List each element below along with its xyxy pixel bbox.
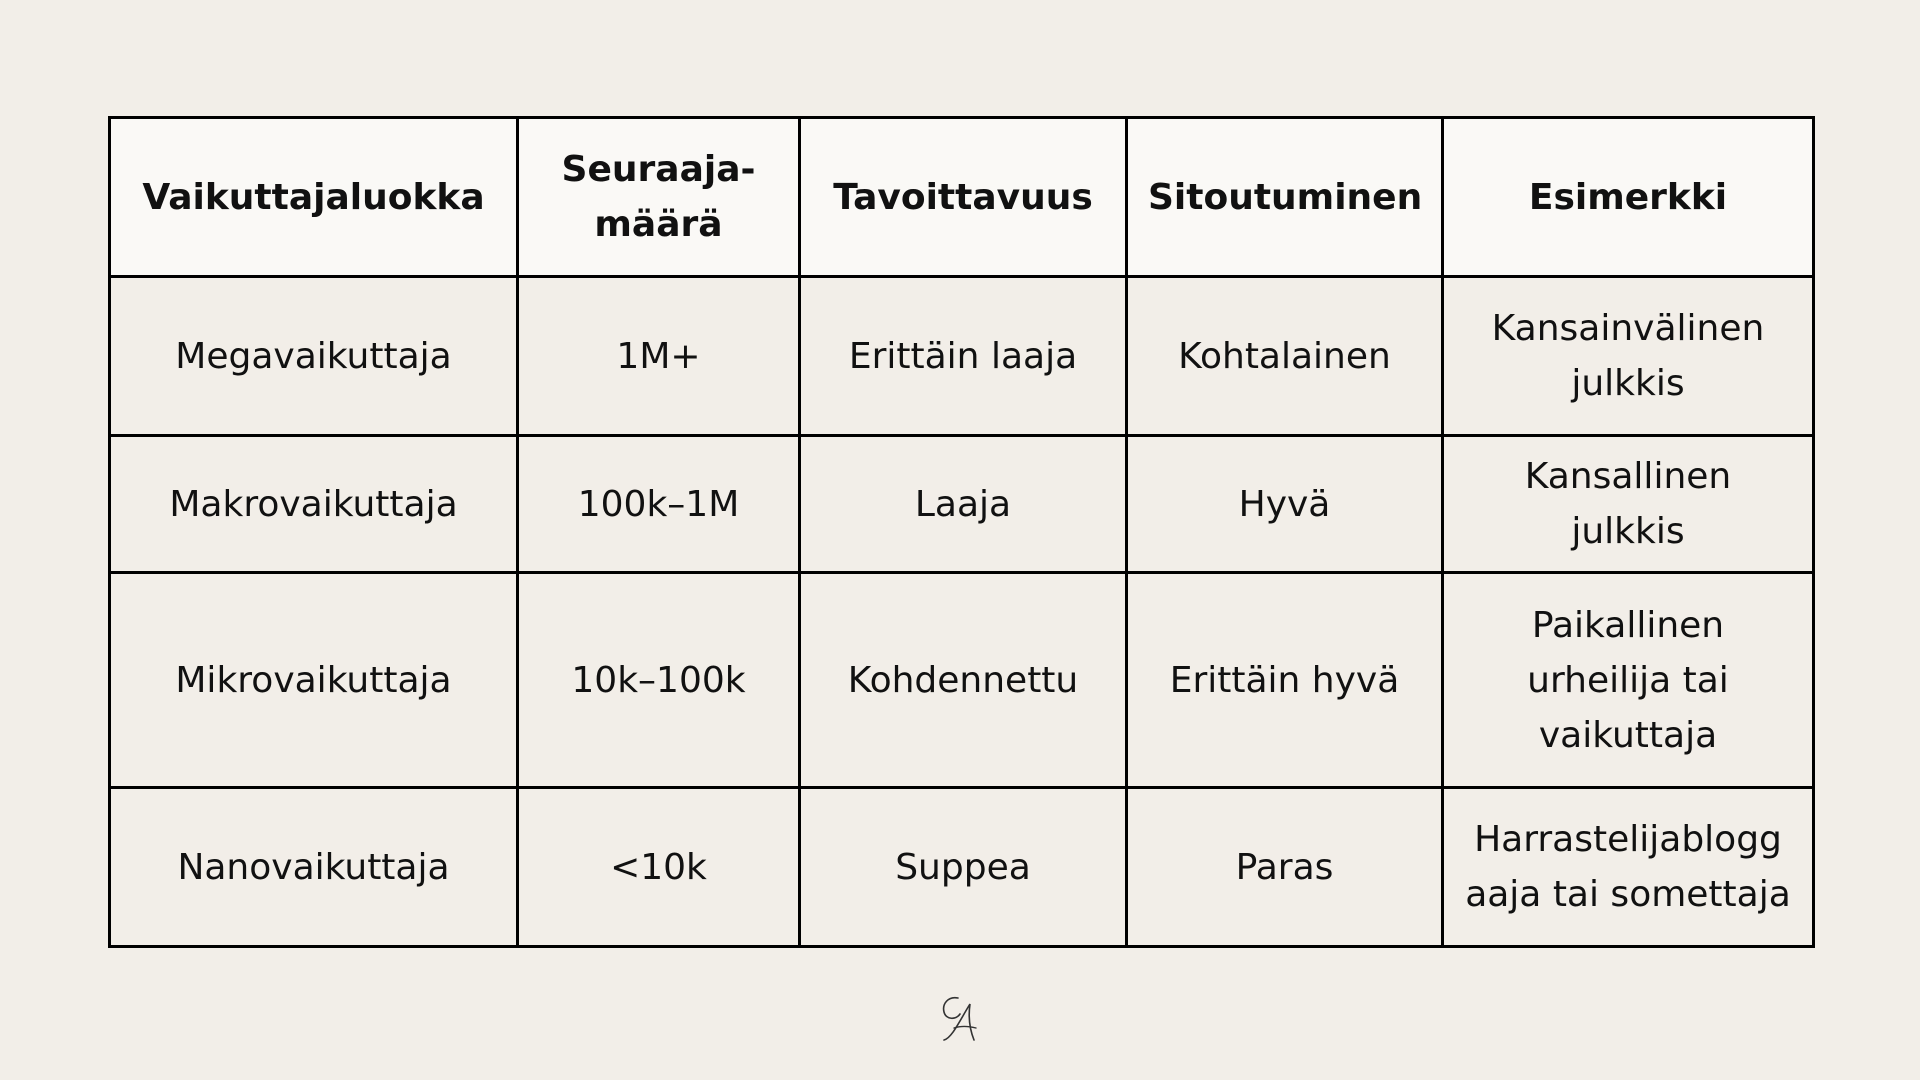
table-cell: Erittäin laaja: [800, 277, 1127, 436]
table-cell: Paikallinen urheilija tai vaikuttaja: [1443, 573, 1814, 788]
table-row: [110, 788, 1814, 947]
table-cell: Kohtalainen: [1127, 277, 1443, 436]
table-cell: 1M+: [518, 277, 800, 436]
table-cell: Laaja: [800, 436, 1127, 573]
table-cell: Erittäin hyvä: [1127, 573, 1443, 788]
table-row: [110, 436, 1814, 573]
ca-monogram-icon: [930, 990, 990, 1050]
table-header-row: [110, 118, 1814, 277]
header-cell-followers: [518, 118, 800, 277]
table-cell: Megavaikuttaja: [110, 277, 518, 436]
table-cell: Kansainvälinen julkkis: [1443, 277, 1814, 436]
table-cell: 100k–1M: [518, 436, 800, 573]
table-cell: Makrovaikuttaja: [110, 436, 518, 573]
header-cell-reach: Tavoittavuus: [800, 118, 1127, 277]
header-cell-engagement: Sitoutuminen: [1127, 118, 1443, 277]
header-cell-example: Esimerkki: [1443, 118, 1814, 277]
table-row: [110, 277, 1814, 436]
header-cell-category: Vaikuttajaluokka: [110, 118, 518, 277]
header-followers-line-1: Seuraaja- määrä: [561, 149, 756, 245]
table-cell: Hyvä: [1127, 436, 1443, 573]
ca-monogram-graphic: [930, 990, 990, 1050]
table-cell: Suppea: [800, 788, 1127, 947]
table-cell: <10k: [518, 788, 800, 947]
table-cell: Kansallinen julkkis: [1443, 436, 1814, 573]
table-cell: Nanovaikuttaja: [110, 788, 518, 947]
table-cell: Harrastelijablogg aaja tai somettaja: [1443, 788, 1814, 947]
table-row: [110, 573, 1814, 788]
table-cell: 10k–100k: [518, 573, 800, 788]
table-cell: Paras: [1127, 788, 1443, 947]
table-cell: Kohdennettu: [800, 573, 1127, 788]
influencer-comparison-table: [108, 116, 1815, 948]
table-cell: Mikrovaikuttaja: [110, 573, 518, 788]
comparison-table-container: [108, 116, 1812, 948]
